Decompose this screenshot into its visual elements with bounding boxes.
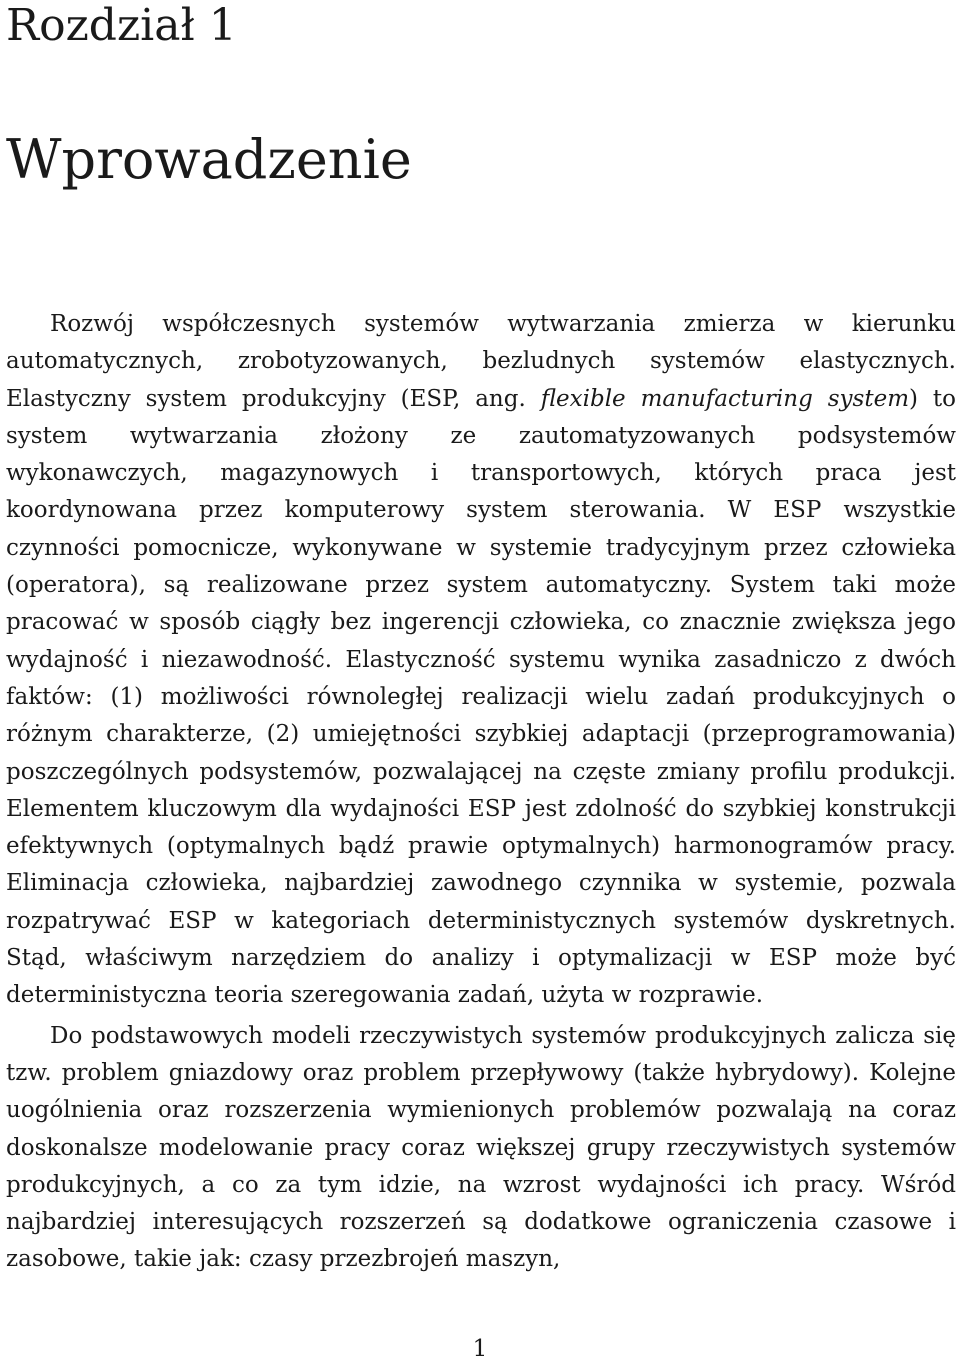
body-text [6, 306, 956, 1279]
paragraph-1-part-2: ) to system wytwarzania złożony ze zautomatyzowanych podsystemów wykonawczych, magazynowych i transportowych, których praca jest koordynowana przez komputerowy system sterowania. W ESP wszystkie czynności pomocnicze, wykonywane w systemie tradycyjnym przez człowieka (operatora), są realizowane przez system automatyczny. System taki może pracować w sposób ciągły bez ingerencji człowieka, co znacznie zwiększa jego wydajność i niezawodność. Elastyczność systemu wynika zasadniczo z dwóch faktów: (1) możliwości równoległej realizacji wielu zadań produkcyjnych o różnym charakterze, (2) umiejętności szybkiej adaptacji (przeprogramowania) poszczególnych podsystemów, pozwalającej na częste zmiany profilu produkcji. Elementem kluczowym dla wydajności ESP jest zdolność do szybkiej konstrukcji efektywnych (optymalnych bądź prawie optymalnych) harmonogramów pracy. Eliminacja człowieka, najbardziej zawodnego czynnika w systemie, pozwala rozpatrywać ESP w kategoriach deterministycznych systemów dyskretnych. Stąd, właściwym narzędziem do analizy i optymalizacji w ESP może być deterministyczna teoria szeregowania zadań, użyta w rozprawie. [6, 385, 957, 1009]
paragraph-1-italic-term: flexible manufacturing system [540, 385, 910, 412]
paragraph-1 [6, 306, 956, 1015]
page-number: 1 [472, 1336, 488, 1362]
chapter-label: Rozdział 1 [6, 0, 237, 51]
chapter-title: Wprowadzenie [6, 128, 412, 191]
paragraph-2: Do podstawowych modeli rzeczywistych systemów produkcyjnych zalicza się tzw. problem gniazdowy oraz problem przepływowy (także hybrydowy). Kolejne uogólnienia oraz rozszerzenia wymienionych problemów pozwalają na coraz doskonalsze modelowanie pracy coraz większej grupy rzeczywistych systemów produkcyjnych, a co za tym idzie, na wzrost wydajności ich pracy. Wśród najbardziej interesujących rozszerzeń są dodatkowe ograniczenia czasowe i zasobowe, takie jak: czasy przezbrojeń maszyn, [6, 1022, 956, 1273]
paragraph-1-part-1: Rozwój współczesnych systemów wytwarzania zmierza w kierunku automatycznych, zrobotyzowanych, bezludnych systemów elastycznych. Elastyczny system produkcyjny (ESP, ang. [6, 311, 956, 412]
